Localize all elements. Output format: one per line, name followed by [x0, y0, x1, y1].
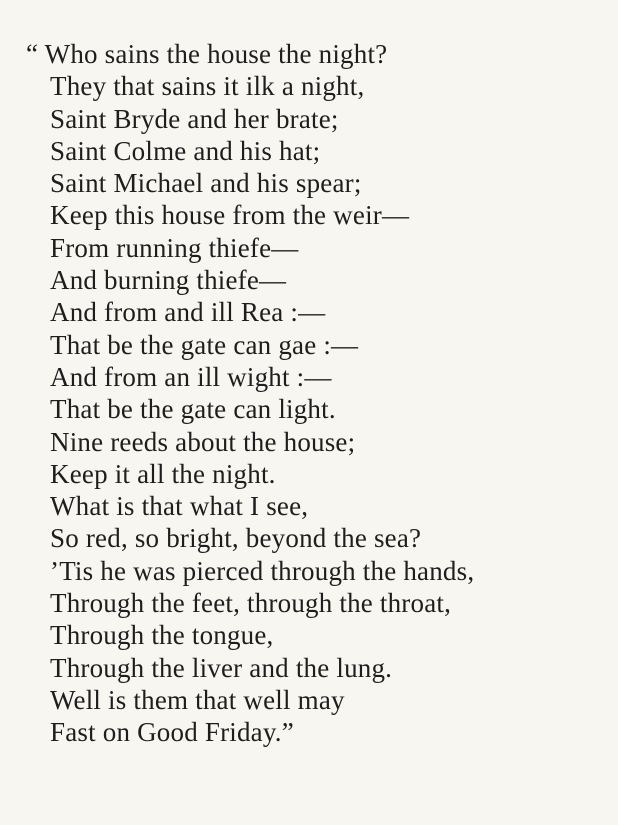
poem-line: So red, so bright, beyond the sea? — [50, 523, 422, 554]
poem-line: What is that what I see, — [50, 491, 309, 522]
poem-line: Keep this house from the weir— — [50, 200, 410, 231]
poem-line: And burning thiefe— — [50, 265, 287, 296]
poem-line: Keep it all the night. — [50, 458, 276, 489]
poem-line: “ Who sains the house the night? — [26, 39, 388, 69]
poem-line: Saint Bryde and her brate; — [50, 103, 339, 134]
poem-line: That be the gate can gae :— — [50, 329, 359, 360]
poem-line: That be the gate can light. — [50, 394, 336, 425]
poem-line: Fast on Good Friday.” — [50, 717, 294, 748]
poem-line: Through the tongue, — [50, 620, 274, 651]
poem-line: They that sains it ilk a night, — [50, 71, 365, 102]
poem-line: ’Tis he was pierced through the hands, — [50, 555, 475, 586]
poem-line: From running thiefe— — [50, 232, 299, 263]
poem-line: Saint Michael and his spear; — [50, 168, 362, 199]
poem-line: And from and ill Rea :— — [50, 297, 326, 328]
poem-line: And from an ill wight :— — [50, 361, 332, 392]
poem-line: Through the liver and the lung. — [50, 652, 393, 683]
poem-line: Saint Colme and his hat; — [50, 135, 321, 166]
poem-text — [26, 38, 606, 749]
poem-line: Well is them that well may — [50, 684, 345, 715]
poem-line: Through the feet, through the throat, — [50, 588, 452, 619]
poem-line: Nine reeds about the house; — [50, 426, 356, 457]
